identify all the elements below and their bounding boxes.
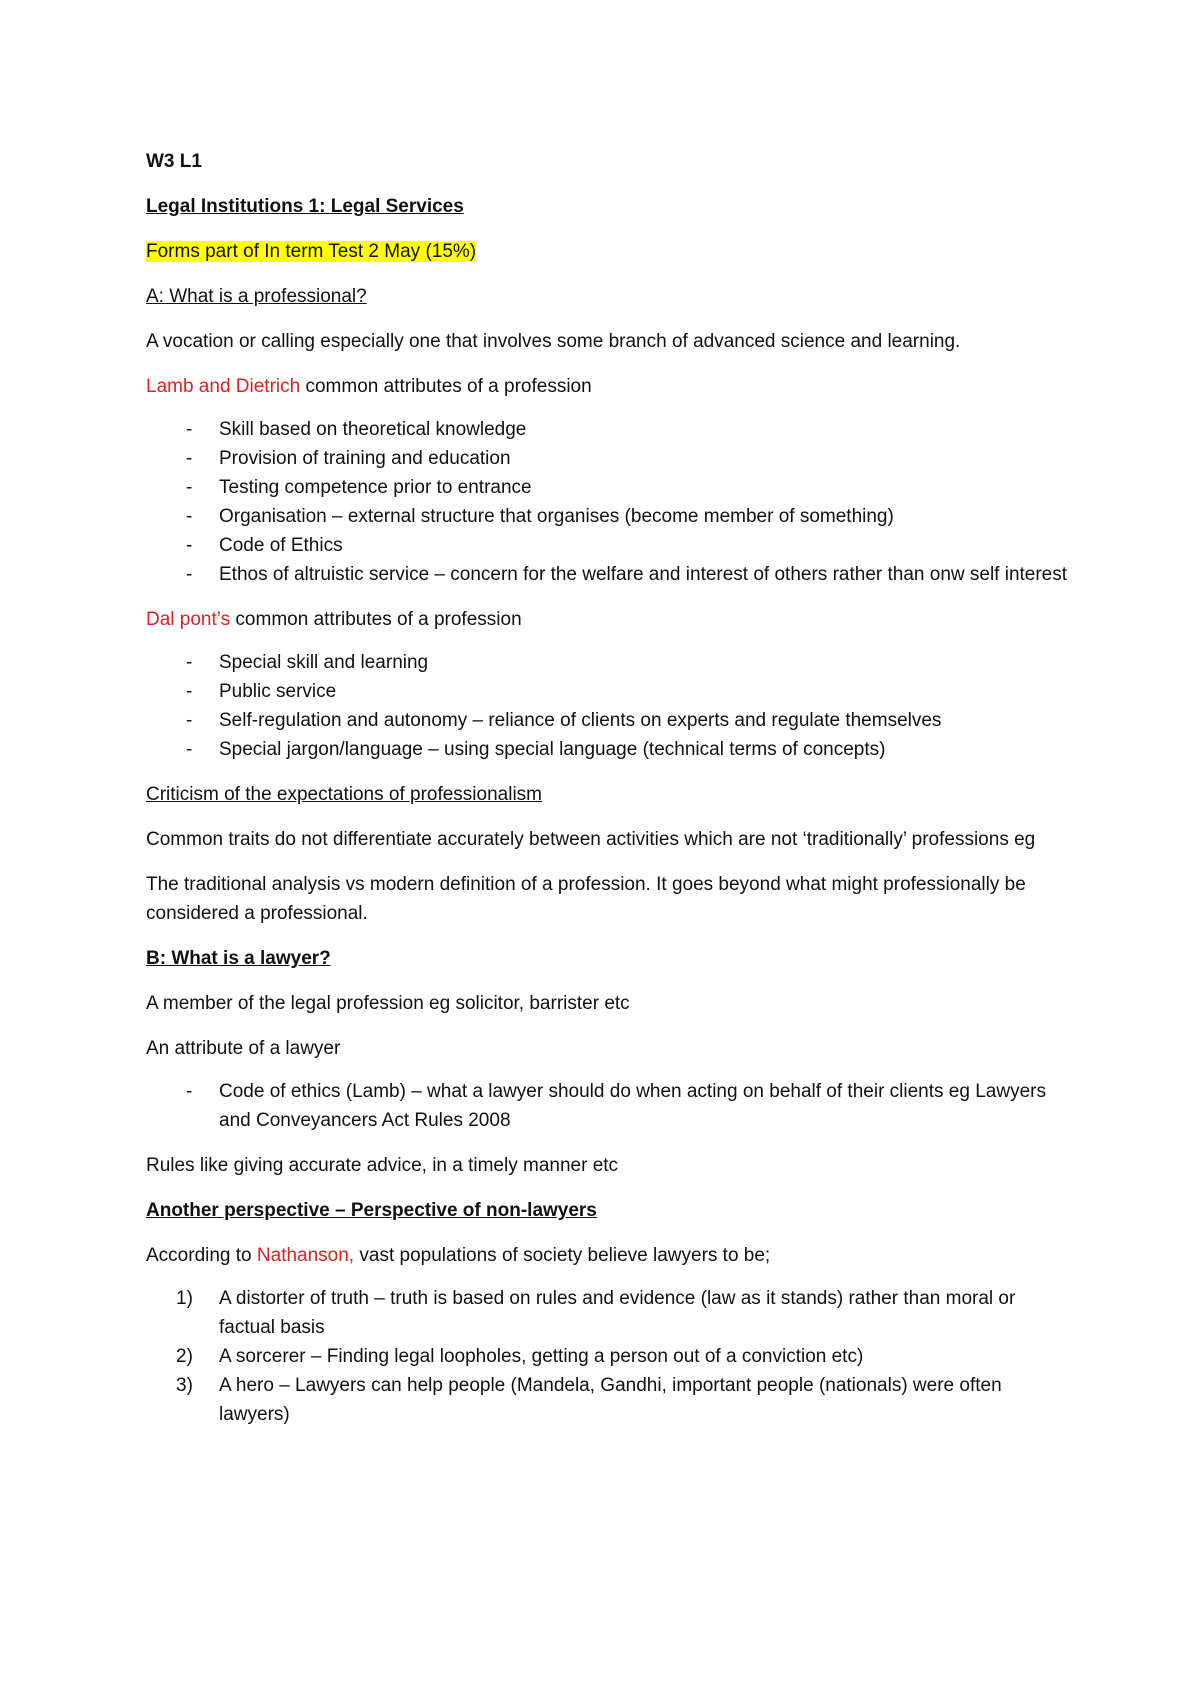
section-a-heading: A: What is a professional? [146, 286, 367, 307]
list-item: - Special skill and learning [146, 648, 1076, 677]
lawyer-attribute-list [146, 1077, 1076, 1135]
lamb-attributes-list [146, 415, 1076, 589]
list-item: - Skill based on theoretical knowledge [146, 415, 1076, 444]
bullet-marker: - [186, 652, 193, 673]
list-item: - Ethos of altruistic service – concern for the welfare and interest of others rather than onw self interest [146, 560, 1076, 589]
bullet-marker: - [186, 739, 193, 760]
perspective-heading: Another perspective – Perspective of non-lawyers [146, 1200, 597, 1221]
attribute-intro: An attribute of a lawyer [146, 1038, 341, 1059]
bullet-marker: - [186, 710, 193, 731]
list-number: 3) [176, 1375, 193, 1396]
list-item: - Self-regulation and autonomy – reliance of clients on experts and regulate themselves [146, 706, 1076, 735]
list-number: 1) [176, 1288, 193, 1309]
criticism-heading: Criticism of the expectations of professionalism [146, 784, 542, 805]
bullet-marker: - [186, 477, 193, 498]
bullet-marker: - [186, 681, 193, 702]
lamb-intro-text: common attributes of a profession [300, 376, 592, 397]
dalpont-intro-text: common attributes of a profession [230, 609, 522, 630]
list-item: 3) A hero – Lawyers can help people (Mandela, Gandhi, important people (nationals) were often lawyers) [146, 1371, 1076, 1429]
bullet-marker: - [186, 448, 193, 469]
nathanson-author: Nathanson, [256, 1245, 355, 1266]
list-item: 1) A distorter of truth – truth is based on rules and evidence (law as it stands) rather than moral or factual basis [146, 1284, 1076, 1342]
section-b-heading: B: What is a lawyer? [146, 948, 331, 969]
lecture-code: W3 L1 [146, 151, 202, 172]
lawyer-views-list [146, 1284, 1076, 1429]
dalpont-intro [146, 605, 1076, 634]
list-item: - Public service [146, 677, 1076, 706]
lawyer-definition: A member of the legal profession eg solicitor, barrister etc [146, 993, 630, 1014]
dalpont-attributes-list [146, 648, 1076, 764]
lamb-intro [146, 372, 1076, 401]
list-item: - Provision of training and education [146, 444, 1076, 473]
criticism-paragraph-1: Common traits do not differentiate accurately between activities which are not ‘traditionally’ professions eg [146, 829, 1036, 850]
bullet-marker: - [186, 535, 193, 556]
list-number: 2) [176, 1346, 193, 1367]
bullet-marker: - [186, 506, 193, 527]
bullet-marker: - [186, 1081, 193, 1102]
criticism-paragraph-2: The traditional analysis vs modern definition of a profession. It goes beyond what might professionally be considered a professional. [146, 874, 1026, 924]
list-item: - Organisation – external structure that organises (become member of something) [146, 502, 1076, 531]
list-item: - Special jargon/language – using special language (technical terms of concepts) [146, 735, 1076, 764]
document-body [146, 147, 1076, 1445]
bullet-marker: - [186, 419, 193, 440]
highlighted-note: Forms part of In term Test 2 May (15%) [146, 241, 477, 262]
list-item: 2) A sorcerer – Finding legal loopholes, getting a person out of a conviction etc) [146, 1342, 1076, 1371]
list-item: - Code of Ethics [146, 531, 1076, 560]
dalpont-author: Dal pont’s [146, 609, 231, 630]
bullet-marker: - [186, 564, 193, 585]
nathanson-intro: According to Nathanson, vast populations of society believe lawyers to be; [146, 1245, 771, 1266]
list-item: - Testing competence prior to entrance [146, 473, 1076, 502]
test-note [146, 237, 1076, 266]
list-item: - Code of ethics (Lamb) – what a lawyer should do when acting on behalf of their clients eg Lawyers and Conveyancers Act Rules 2008 [146, 1077, 1076, 1135]
professional-definition: A vocation or calling especially one that involves some branch of advanced science and learning. [146, 331, 961, 352]
lamb-author: Lamb and Dietrich [146, 376, 301, 397]
document-title: Legal Institutions 1: Legal Services [146, 196, 464, 217]
rules-paragraph: Rules like giving accurate advice, in a timely manner etc [146, 1155, 619, 1176]
